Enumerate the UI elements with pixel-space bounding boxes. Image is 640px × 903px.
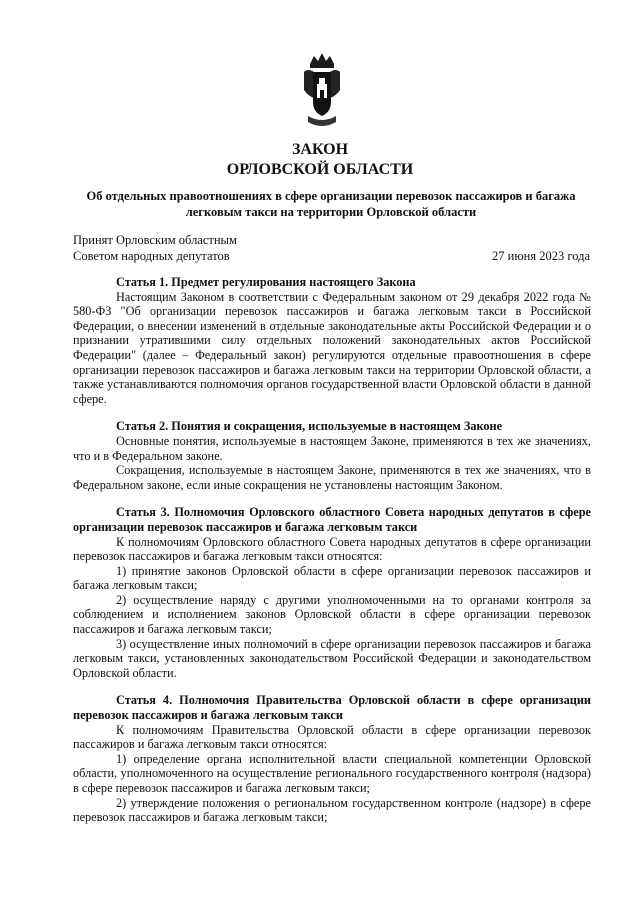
article-paragraph: 1) определение органа исполнительной власти специальной компетенции Орловской области, уполномоченного на осуществление регионального государственного контроля (надзора) в сфере перевозок пассажиров и багажа легковым такси; — [73, 751, 591, 795]
adoption-line: Принят Орловским областным — [73, 233, 237, 247]
law-title: ЗАКОН — [291, 141, 349, 158]
law-body — [73, 275, 591, 825]
law-subtitle: Об отдельных правоотношениях в сфере организации перевозок пассажиров и багажа легковым такси на территории Орловской области — [86, 189, 576, 219]
article-title: Статья 2. Понятия и сокращения, используемые в настоящем Законе — [116, 419, 503, 434]
article-title: Статья 4. Полномочия Правительства Орловской области в сфере организации перевозок пассажиров и багажа легковым такси — [73, 693, 591, 723]
article-3 — [73, 505, 591, 680]
article-title: Статья 3. Полномочия Орловского областного Совета народных депутатов в сфере организации перевозок пассажиров и багажа легковым такси — [73, 505, 591, 534]
region-title: ОРЛОВСКОЙ ОБЛАСТИ — [226, 161, 414, 178]
adoption-info — [73, 232, 237, 264]
article-2 — [73, 419, 591, 492]
article-title: Статья 1. Предмет регулирования настоящего Закона — [116, 275, 416, 289]
coat-of-arms-icon — [302, 50, 342, 134]
article-paragraph: К полномочиям Правительства Орловской области в сфере организации перевозок пассажиров и багажа легковым такси относятся: — [73, 722, 591, 752]
adoption-date: 27 июня 2023 года — [492, 249, 590, 263]
article-paragraph: 3) осуществление иных полномочий в сфере организации перевозок пассажиров и багажа легковым такси, установленных законодательством Российской Федерации и законодательством Орловской области. — [73, 636, 591, 680]
article-paragraph: Сокращения, используемые в настоящем Законе, применяются в тех же значениях, что в Федеральном законе, если иные сокращения не установлены настоящим Законом. — [73, 463, 591, 492]
article-paragraph: Основные понятия, используемые в настоящем Законе, применяются в тех же значениях, что и в Федеральном законе. — [73, 433, 591, 463]
article-paragraph: 1) принятие законов Орловской области в сфере организации перевозок пассажиров и багажа легковым такси; — [73, 563, 591, 593]
article-paragraph: К полномочиям Орловского областного Совета народных депутатов в сфере организации перевозок пассажиров и багажа легковым такси относятся: — [73, 534, 591, 564]
article-paragraph: Настоящим Законом в соответствии с Федеральным законом от 29 декабря 2022 года № 580-ФЗ "Об организации перевозок пассажиров и багажа легковым такси в Российской Федерации, о внесении изменений в отдельные законодательные акты Российской Федерации и о признании утратившими силу отдельных положений законодательных актов Российской Федерации" (далее – Федеральный закон) регулируются отдельные правоотношения в сфере организации перевозок пассажиров и багажа легковым такси на территории Орловской области, а также устанавливаются полномочия органов государственной власти Орловской области в данной сфере. — [73, 289, 591, 406]
article-1 — [73, 275, 591, 406]
article-paragraph: 2) осуществление наряду с другими уполномоченными на то органами контроля за соблюдением и исполнением законов Орловской области в сфере организации перевозок пассажиров и багажа легковым такси; — [73, 592, 591, 637]
article-4 — [73, 693, 591, 824]
adoption-line: Советом народных депутатов — [73, 249, 230, 263]
article-paragraph: 2) утверждение положения о региональном государственном контроле (надзоре) в сфере перевозок пассажиров и багажа легковым такси; — [73, 795, 591, 825]
